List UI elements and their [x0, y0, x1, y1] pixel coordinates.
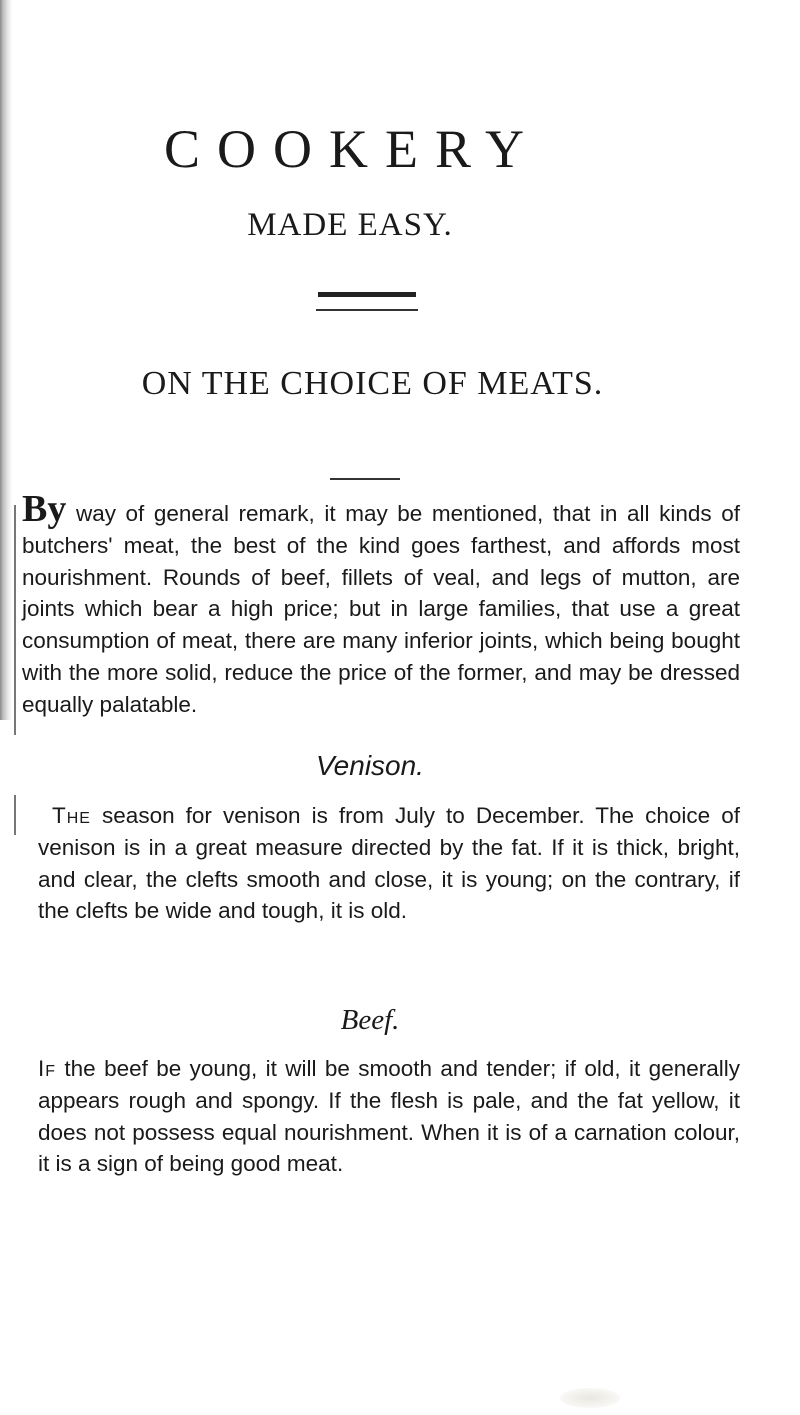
- venison-lead: The: [52, 803, 91, 828]
- section-heading: ON THE CHOICE OF MEATS.: [141, 365, 604, 402]
- book-subtitle: MADE EASY.: [247, 207, 453, 243]
- margin-mark: [14, 795, 16, 835]
- intro-text: way of general remark, it may be mentioned, that in all kinds of butchers' meat, the best of the kind goes farthest, and affords most nourishment. Rounds of beef, fillets of veal, and legs of mutton, are joints which bear a high price; but in large families, that use a great consumption of meat, there are many inferior joints, which being bought with the more solid, reduce the price of the former, and may be dressed equally palatable.: [22, 501, 740, 717]
- venison-paragraph: [38, 800, 740, 927]
- margin-mark: [14, 505, 16, 735]
- book-title: COOKERY: [163, 119, 542, 179]
- decorative-rule-thick: [318, 292, 416, 297]
- beef-heading: Beef.: [340, 1004, 400, 1036]
- drop-cap: By: [22, 488, 67, 530]
- beef-text: the beef be young, it will be smooth and tender; if old, it generally appears rough and spongy. If the flesh is pale, and the fat yellow, it does not possess equal nourishment. When it is of a carnation colour, it is a sign of being good meat.: [38, 1056, 740, 1177]
- paper-stain: [560, 1388, 620, 1408]
- venison-heading: Venison.: [316, 750, 424, 781]
- venison-text: season for venison is from July to December. The choice of venison is in a great measure directed by the fat. If it is thick, bright, and clear, the clefts smooth and close, it is young; on the contrary, if the clefts be wide and tough, it is old.: [38, 803, 740, 924]
- intro-paragraph: [22, 490, 740, 721]
- decorative-rule-thin: [316, 309, 418, 311]
- beef-paragraph: [38, 1053, 740, 1180]
- section-divider: [330, 478, 400, 480]
- beef-lead: If: [38, 1056, 57, 1081]
